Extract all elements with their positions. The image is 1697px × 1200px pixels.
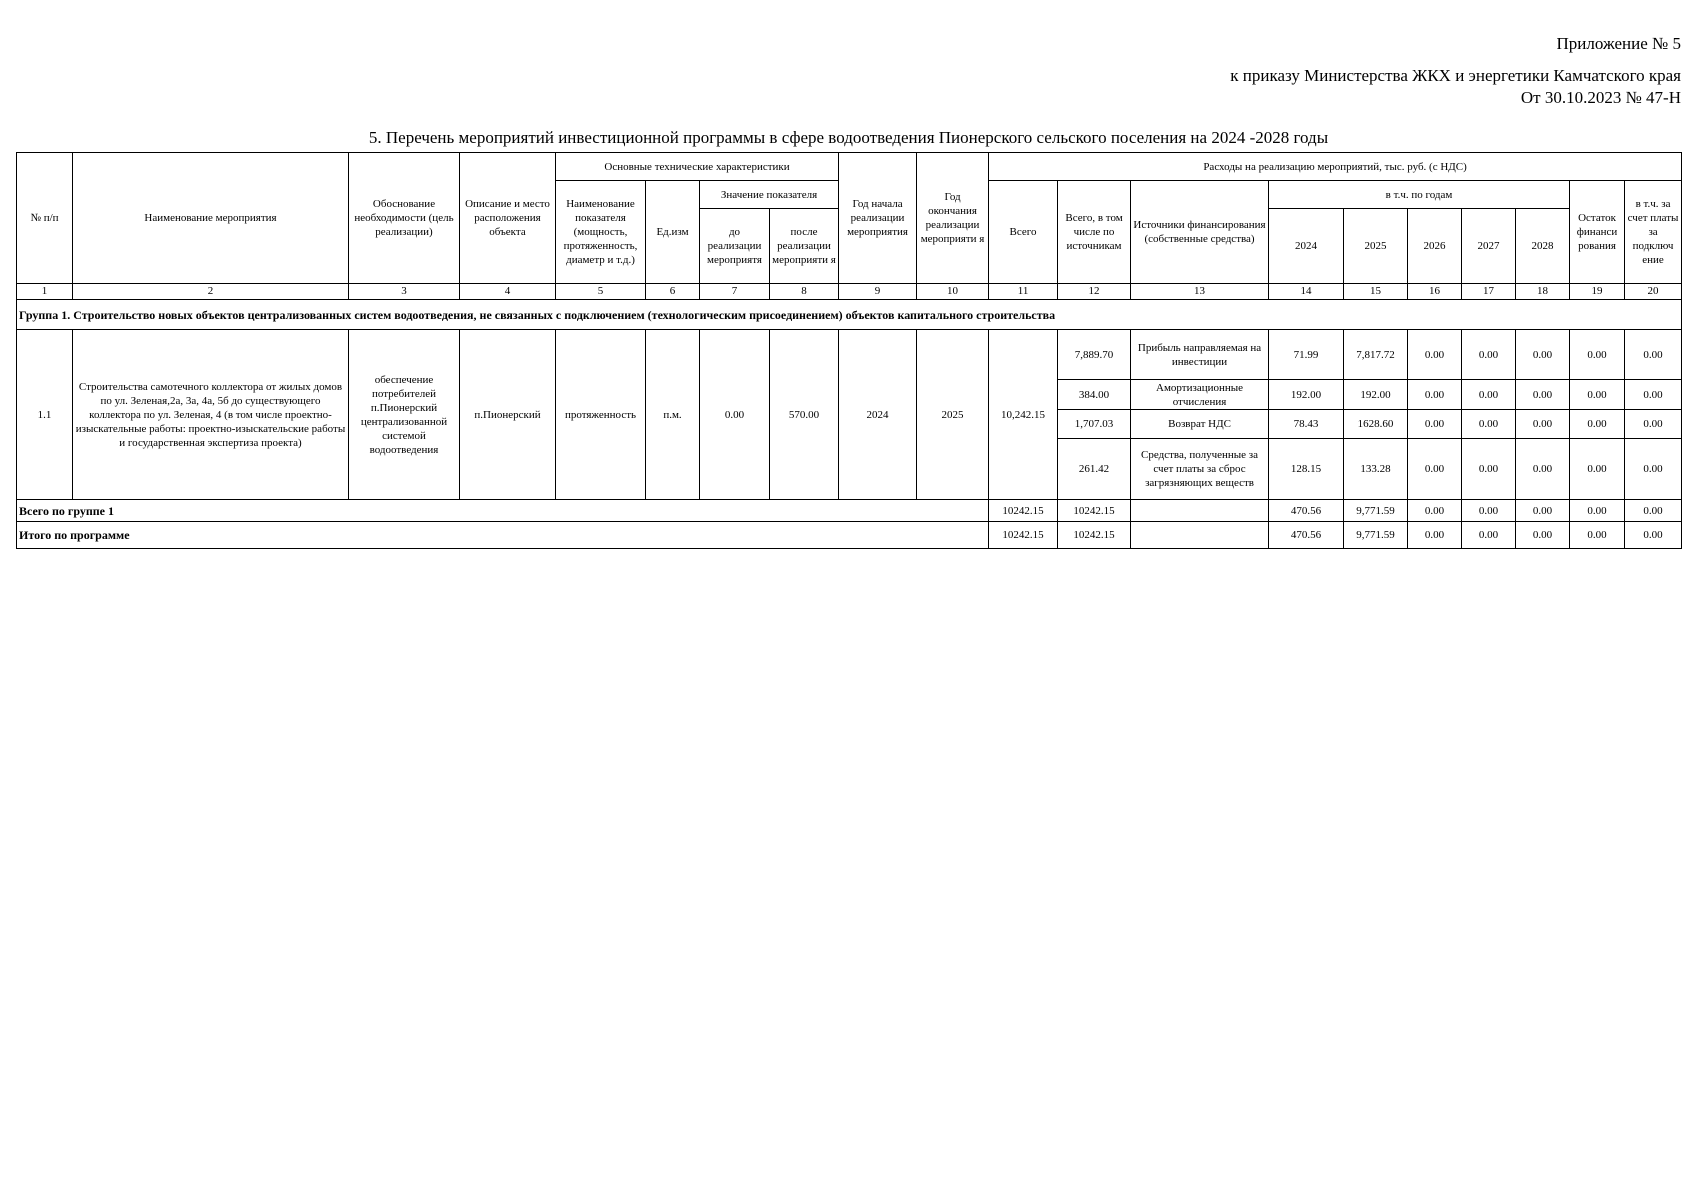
col-sources-header: Источники финансирования (собственные средства)	[1131, 181, 1269, 284]
col-unit-header: Ед.изм	[646, 181, 700, 284]
source-2027: 0.00	[1462, 380, 1516, 410]
total-sources-empty	[1131, 500, 1269, 522]
total-value: 10242.15	[989, 500, 1058, 522]
expenses-header: Расходы на реализацию мероприятий, тыс. руб. (с НДС)	[989, 153, 1682, 181]
tech-characteristics-header: Основные технические характеристики	[556, 153, 839, 181]
source-2026: 0.00	[1408, 439, 1462, 500]
source-amount: 1,707.03	[1058, 410, 1131, 439]
total-connection: 0.00	[1625, 500, 1682, 522]
total-connection: 0.00	[1625, 522, 1682, 549]
source-2024: 192.00	[1269, 380, 1344, 410]
source-connection: 0.00	[1625, 410, 1682, 439]
source-2026: 0.00	[1408, 330, 1462, 380]
column-number: 8	[770, 284, 839, 300]
total-2028: 0.00	[1516, 522, 1570, 549]
group-1-total-row	[17, 500, 1682, 522]
item-justification: обеспечение потребителей п.Пионерский централизованной системой водоотведения	[349, 330, 460, 500]
col-2028-header: 2028	[1516, 209, 1570, 284]
col-2024-header: 2024	[1269, 209, 1344, 284]
table-row	[17, 330, 1682, 380]
col-indicator-name-header: Наименование показателя (мощность, протяженность, диаметр и т.д.)	[556, 181, 646, 284]
col-2027-header: 2027	[1462, 209, 1516, 284]
source-2026: 0.00	[1408, 410, 1462, 439]
total-2027: 0.00	[1462, 500, 1516, 522]
source-2025: 7,817.72	[1344, 330, 1408, 380]
total-2028: 0.00	[1516, 500, 1570, 522]
program-total-row	[17, 522, 1682, 549]
col-remainder-header: Остаток финанси рования	[1570, 181, 1625, 284]
source-2028: 0.00	[1516, 439, 1570, 500]
source-connection: 0.00	[1625, 330, 1682, 380]
column-number: 17	[1462, 284, 1516, 300]
col-start-year-header: Год начала реализации мероприятия	[839, 153, 917, 284]
total-by-sources: 10242.15	[1058, 500, 1131, 522]
column-number: 15	[1344, 284, 1408, 300]
source-name: Прибыль направляемая на инвестиции	[1131, 330, 1269, 380]
source-2027: 0.00	[1462, 410, 1516, 439]
column-number: 11	[989, 284, 1058, 300]
total-by-sources: 10242.15	[1058, 522, 1131, 549]
item-total: 10,242.15	[989, 330, 1058, 500]
col-after-header: после реализации мероприяти я	[770, 209, 839, 284]
col-name-header: Наименование мероприятия	[73, 153, 349, 284]
source-2028: 0.00	[1516, 330, 1570, 380]
column-number: 13	[1131, 284, 1269, 300]
column-number: 2	[73, 284, 349, 300]
source-amount: 261.42	[1058, 439, 1131, 500]
total-2026: 0.00	[1408, 522, 1462, 549]
col-num-header: № п/п	[17, 153, 73, 284]
column-number: 7	[700, 284, 770, 300]
column-number: 9	[839, 284, 917, 300]
appendix-label: Приложение № 5	[1556, 34, 1681, 53]
source-name: Амортизационные отчисления	[1131, 380, 1269, 410]
investment-table	[16, 152, 1682, 549]
total-sources-empty	[1131, 522, 1269, 549]
source-name: Возврат НДС	[1131, 410, 1269, 439]
total-2026: 0.00	[1408, 500, 1462, 522]
col-2025-header: 2025	[1344, 209, 1408, 284]
order-date: От 30.10.2023 № 47-Н	[1520, 88, 1681, 107]
column-number: 10	[917, 284, 989, 300]
total-2024: 470.56	[1269, 500, 1344, 522]
source-connection: 0.00	[1625, 439, 1682, 500]
col-2026-header: 2026	[1408, 209, 1462, 284]
source-2025: 1628.60	[1344, 410, 1408, 439]
column-number-row	[17, 284, 1682, 300]
item-end-year: 2025	[917, 330, 989, 500]
total-remainder: 0.00	[1570, 500, 1625, 522]
source-connection: 0.00	[1625, 380, 1682, 410]
source-2025: 133.28	[1344, 439, 1408, 500]
total-2025: 9,771.59	[1344, 522, 1408, 549]
column-number: 3	[349, 284, 460, 300]
column-number: 6	[646, 284, 700, 300]
item-start-year: 2024	[839, 330, 917, 500]
col-by-sources-header: Всего, в том числе по источникам	[1058, 181, 1131, 284]
col-total-header: Всего	[989, 181, 1058, 284]
col-end-year-header: Год окончания реализации мероприяти я	[917, 153, 989, 284]
item-num: 1.1	[17, 330, 73, 500]
source-amount: 7,889.70	[1058, 330, 1131, 380]
column-number: 16	[1408, 284, 1462, 300]
group-1-total-label: Всего по группе 1	[17, 500, 989, 522]
col-justification-header: Обоснование необходимости (цель реализации)	[349, 153, 460, 284]
total-2024: 470.56	[1269, 522, 1344, 549]
source-2024: 78.43	[1269, 410, 1344, 439]
col-before-header: до реализации мероприятя	[700, 209, 770, 284]
column-number: 12	[1058, 284, 1131, 300]
total-2025: 9,771.59	[1344, 500, 1408, 522]
group-1-title: Группа 1. Строительство новых объектов централизованных систем водоотведения, не связанных с подключением (технологическим присоединением) объектов капитального строительства	[17, 300, 1682, 330]
source-2025: 192.00	[1344, 380, 1408, 410]
column-number: 14	[1269, 284, 1344, 300]
document-title: 5. Перечень мероприятий инвестиционной программы в сфере водоотведения Пионерского сельского поселения на 2024 -2028 годы	[368, 128, 1329, 147]
source-2028: 0.00	[1516, 410, 1570, 439]
column-number: 18	[1516, 284, 1570, 300]
total-2027: 0.00	[1462, 522, 1516, 549]
item-location: п.Пионерский	[460, 330, 556, 500]
item-before: 0.00	[700, 330, 770, 500]
total-remainder: 0.00	[1570, 522, 1625, 549]
source-2027: 0.00	[1462, 439, 1516, 500]
source-name: Средства, полученные за счет платы за сброс загрязняющих веществ	[1131, 439, 1269, 500]
column-number: 20	[1625, 284, 1682, 300]
source-2024: 128.15	[1269, 439, 1344, 500]
column-number: 19	[1570, 284, 1625, 300]
source-remainder: 0.00	[1570, 410, 1625, 439]
source-amount: 384.00	[1058, 380, 1131, 410]
order-reference: к приказу Министерства ЖКХ и энергетики Камчатского края	[1230, 66, 1681, 85]
item-indicator-name: протяженность	[556, 330, 646, 500]
col-connection-fee-header: в т.ч. за счет платы за подключ ение	[1625, 181, 1682, 284]
indicator-value-header: Значение показателя	[700, 181, 839, 209]
source-2026: 0.00	[1408, 380, 1462, 410]
source-remainder: 0.00	[1570, 439, 1625, 500]
column-number: 1	[17, 284, 73, 300]
column-number: 5	[556, 284, 646, 300]
column-number: 4	[460, 284, 556, 300]
item-unit: п.м.	[646, 330, 700, 500]
source-2024: 71.99	[1269, 330, 1344, 380]
col-location-header: Описание и место расположения объекта	[460, 153, 556, 284]
source-2028: 0.00	[1516, 380, 1570, 410]
item-after: 570.00	[770, 330, 839, 500]
total-value: 10242.15	[989, 522, 1058, 549]
source-remainder: 0.00	[1570, 380, 1625, 410]
source-2027: 0.00	[1462, 330, 1516, 380]
item-name: Строительства самотечного коллектора от жилых домов по ул. Зеленая,2а, 3а, 4а, 5б до существующего коллектора по ул. Зеленая, 4 (в том числе проектно-изыскательные работы: проектно-изыскательские работы и государственная экспертиза проекта)	[73, 330, 349, 500]
by-years-header: в т.ч. по годам	[1269, 181, 1570, 209]
program-total-label: Итого по программе	[17, 522, 989, 549]
source-remainder: 0.00	[1570, 330, 1625, 380]
